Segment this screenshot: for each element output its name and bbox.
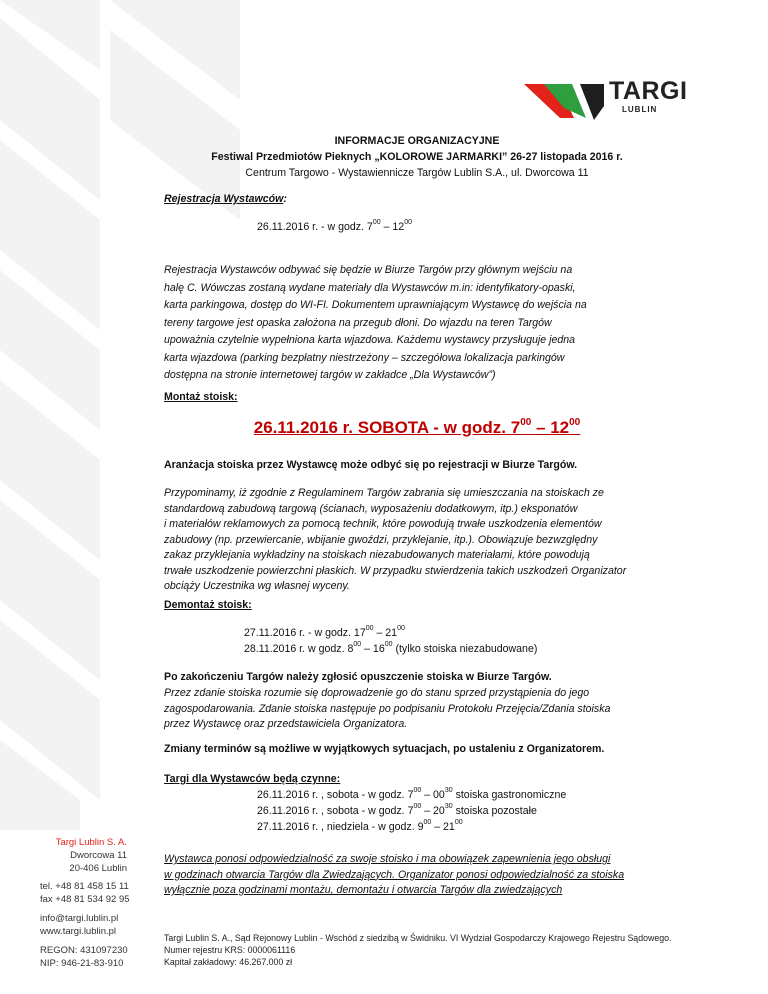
hours-row-sup2: 30 (444, 803, 453, 811)
company-regon: REGON: 431097230 (40, 945, 128, 956)
footer-krs-line: Numer rejestru KRS: 0000061116 (164, 945, 296, 955)
demontaz-line: zagospodarowania. Zdanie stoiska następuje po podpisaniu Protokołu Przejęcia/Zdania stoiska (164, 702, 611, 715)
registration-paragraph (164, 262, 670, 385)
venue-line: Centrum Targowo - Wystawiennicze Targów Lublin S.A., ul. Dworcowa 11 (245, 167, 589, 179)
hours-row-2 (257, 804, 763, 820)
company-fax: fax +48 81 534 92 95 (40, 894, 130, 905)
demontaz-paragraph (164, 686, 670, 733)
hours-row-mid: – 00 (421, 789, 445, 801)
hours-row-sup1: 00 (413, 803, 422, 811)
company-tel: tel. +48 81 458 15 11 (40, 881, 129, 892)
company-ids (40, 944, 128, 970)
demontaz-t1-prefix: 27.11.2016 r. - w godz. 17 (244, 627, 366, 639)
demontaz-t2-sup2: 00 (384, 641, 393, 649)
registration-time-prefix: 26.11.2016 r. - w godz. 7 (257, 221, 373, 233)
montaz-heading: Montaż stoisk: (164, 391, 238, 403)
montaz-big-time-text (254, 418, 581, 437)
montaz-line: Przypominamy, iż zgodnie z Regulaminem Targów zabrania się umieszczania na stoiskach ze (164, 487, 604, 499)
montaz-paragraph (164, 486, 670, 595)
registration-line: upoważnia czytelnie wypełniona karta wjazdowa. Każdemu wystawcy przysługuje jedna (164, 334, 576, 346)
registration-line: dostępna na stronie internetowej targów w zakładce „Dla Wystawców”) (164, 369, 496, 381)
responsibility-paragraph (164, 852, 670, 899)
montaz-line: standardową zabudową targową (ścianach, wyposażeniu dodatkowym, itp.) eksponatów (164, 502, 578, 515)
demontaz-t1-sup1: 00 (365, 625, 374, 633)
montaz-big-time (164, 417, 670, 439)
schedule-changes-note: Zmiany terminów są możliwe w wyjątkowych sytuacjach, po ustaleniu z Organizatorem. (164, 743, 605, 755)
registration-heading: Rejestracja Wystawców (164, 193, 284, 205)
hours-row-prefix: 26.11.2016 r. , sobota - w godz. 7 (257, 789, 414, 801)
hours-row-sup1: 00 (413, 787, 422, 795)
registration-time-mid: – 12 (380, 221, 405, 233)
hours-row-mid: – 21 (431, 821, 455, 833)
page-title: INFORMACJE ORGANIZACYJNE (334, 135, 500, 147)
hours-heading: Targi dla Wystawców będą czynne: (164, 773, 341, 785)
company-nip: NIP: 946-21-83-910 (40, 958, 124, 969)
hours-row-prefix: 26.11.2016 r. , sobota - w godz. 7 (257, 805, 414, 817)
hours-row-sup2: 00 (454, 819, 463, 827)
company-online (40, 912, 118, 938)
hours-row-3 (257, 820, 763, 836)
demontaz-line: przez Wystawcę oraz przedstawiciela Organizatora. (164, 718, 408, 730)
demontaz-notice: Po zakończeniu Targów należy zgłosić opuszczenie stoiska w Biurze Targów. (164, 671, 552, 683)
footer-capital-line: Kapitał zakładowy: 46.267.000 zł (164, 957, 293, 967)
demontaz-t1-sup2: 00 (397, 625, 405, 633)
montaz-line: i materiałów reklamowych za pomocą technik, które powodują trwałe uszkodzenia elementów (164, 518, 602, 530)
demontaz-t1-mid: – 21 (373, 627, 398, 639)
footer-court-line: Targi Lublin S. A., Sąd Rejonowy Lublin - Wschód z siedzibą w Świdniku. VI Wydział Gospodarczy Krajowego Rejestru Sądowego. (164, 933, 672, 943)
responsibility-line: w godzinach otwarcia Targów dla Zwiedzających. Organizator ponosi odpowiedzialność za stoiska (164, 868, 625, 881)
demontaz-heading: Demontaż stoisk: (164, 599, 252, 611)
montaz-big-mid: – 12 (531, 418, 570, 437)
demontaz-time-2 (244, 642, 750, 658)
logo-word-lublin: LUBLIN (622, 105, 658, 114)
demontaz-t2-suffix: (tylko stoiska niezabudowane) (392, 643, 538, 655)
registration-line: karta parkingowa, dostęp do WI-FI. Dokumentem uprawniającym Wystawcę do wejścia na (164, 299, 587, 311)
demontaz-time-1 (244, 626, 750, 642)
demontaz-t2-prefix: 28.11.2016 r. w godz. 8 (244, 643, 354, 655)
registration-line: halę C. Wówczas zostaną wydane materiały dla Wystawców m.in: identyfikatory-opaski, (164, 281, 576, 294)
registration-time-sup2: 00 (404, 219, 412, 227)
company-name: Targi Lublin S. A. (55, 837, 127, 848)
registration-time (257, 220, 763, 236)
registration-heading-line (164, 192, 670, 208)
registration-line: karta wjazdowa (parking bezpłatny niestrzeżony – szczegółowa lokalizacja parkingów (164, 351, 565, 364)
company-email[interactable]: info@targi.lublin.pl (40, 913, 119, 924)
montaz-line: zakaz przyklejania wykładziny na stoiskach niezabudowanych materiałami, które powodują (164, 549, 590, 561)
hours-row-sup1: 00 (423, 819, 432, 827)
logo-word-targi: TARGI (609, 77, 688, 105)
hours-row-suffix: stoiska gastronomiczne (452, 789, 567, 801)
montaz-line: zabudowy (np. przewiercanie, wbijanie gwoździ, przyklejanie, itp.). Obowiązuje bezwzględny (164, 533, 598, 546)
targi-lublin-logo (524, 66, 688, 126)
montaz-big-prefix: 26.11.2016 r. SOBOTA - w godz. 7 (253, 418, 521, 437)
company-city: 20-406 Lublin (69, 863, 127, 874)
registration-time-sup1: 00 (372, 219, 381, 227)
hours-row-mid: – 20 (421, 805, 445, 817)
demontaz-t2-mid: – 16 (361, 643, 385, 655)
montaz-line: trwałe uszkodzenie powierzchni płaskich. W przypadku stwierdzenia takich uszkodzeń Organizator (164, 564, 627, 577)
company-address (40, 836, 127, 875)
company-phones (40, 880, 130, 906)
hours-row-sup2: 30 (444, 787, 453, 795)
demontaz-t2-sup1: 00 (353, 641, 362, 649)
hours-row-suffix: stoiska pozostałe (452, 805, 537, 817)
responsibility-line: Wystawca ponosi odpowiedzialność za swoje stoisko i ma obowiązek zapewnienia jego obsługi (164, 853, 611, 865)
montaz-big-sup1: 00 (520, 417, 532, 429)
company-street: Dworcowa 11 (70, 850, 127, 861)
demontaz-line: Przez zdanie stoiska rozumie się doprowadzenie go do stanu sprzed przystąpienia do jego (164, 687, 590, 699)
responsibility-line: wyłącznie poza godzinami montażu, demontażu i otwarcia Targów dla zwiedzających (164, 884, 563, 896)
company-website[interactable]: www.targi.lublin.pl (40, 926, 117, 937)
event-subtitle: Festiwal Przedmiotów Pieknych „KOLOROWE JARMARKI” 26-27 listopada 2016 r. (211, 151, 623, 163)
hours-row-1 (257, 788, 763, 804)
legal-footer (164, 932, 671, 968)
montaz-note: Aranżacja stoiska przez Wystawcę może odbyć się po rejestracji w Biurze Targów. (164, 459, 578, 471)
registration-heading-colon: : (283, 193, 287, 205)
registration-line: tereny targowe jest opaska założona na przegub dłoni. Do wjazdu na teren Targów (164, 316, 552, 329)
registration-line: Rejestracja Wystawców odbywać się będzie w Biurze Targów przy głównym wejściu na (164, 264, 573, 276)
hours-row-prefix: 27.11.2016 r. , niedziela - w godz. 9 (257, 821, 424, 833)
montaz-big-sup2: 00 (569, 417, 581, 429)
montaz-line: obciąży Uczestnika wg własnej wyceny. (164, 580, 350, 592)
